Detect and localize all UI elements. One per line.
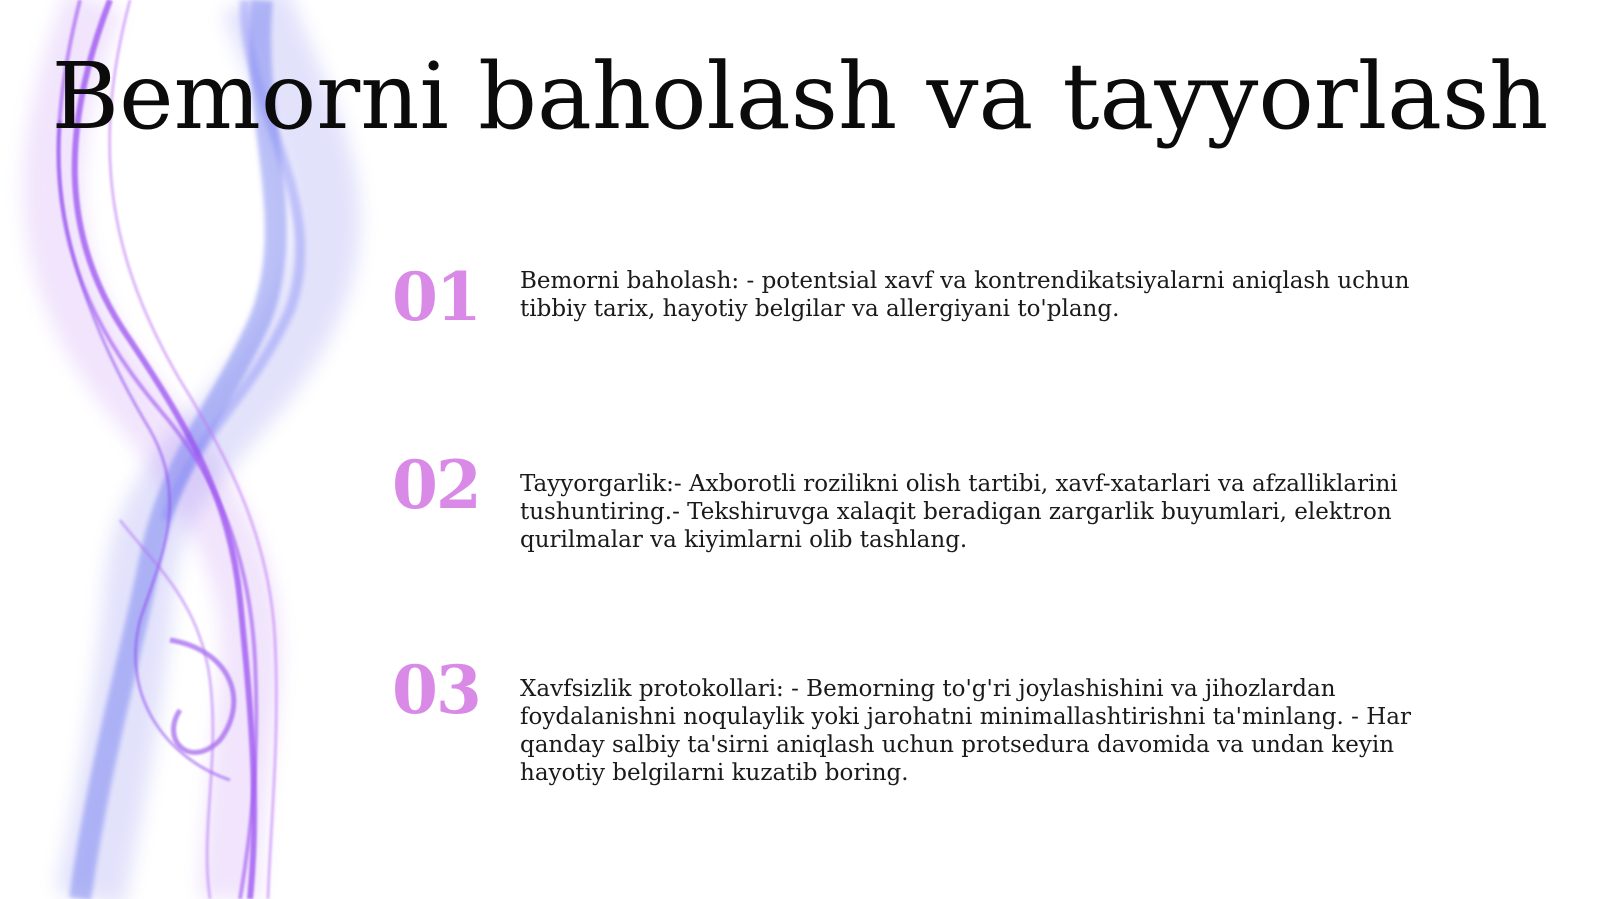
item-text: Xavfsizlik protokollari: - Bemorning to'g'ri joylashishini va jihozlardan foydalanishni noqulaylik yoki jarohatni minimallashtirishni ta'minlang. - Har qanday salbiy ta'sirni aniqlash uchun protsedura davomida va undan keyin hayotiy belgilarni kuzatib boring. [520,676,1411,786]
item-number: 02 [392,446,480,524]
slide-title: Bemorni baholash va tayyorlash [51,43,1549,150]
item-number: 01 [392,258,480,336]
item-number: 03 [392,651,480,729]
item-text: Tayyorgarlik:- Axborotli rozilikni olish tartibi, xavf-xatarlari va afzalliklarini tushuntiring.- Tekshiruvga xalaqit beradigan zargarlik buyumlari, elektron qurilmalar va kiyimlarni olib tashlang. [520,471,1398,553]
item-text: Bemorni baholash: - potentsial xavf va kontrendikatsiyalarni aniqlash uchun tibbiy tarix, hayotiy belgilar va allergiyani to'plang. [520,268,1410,322]
